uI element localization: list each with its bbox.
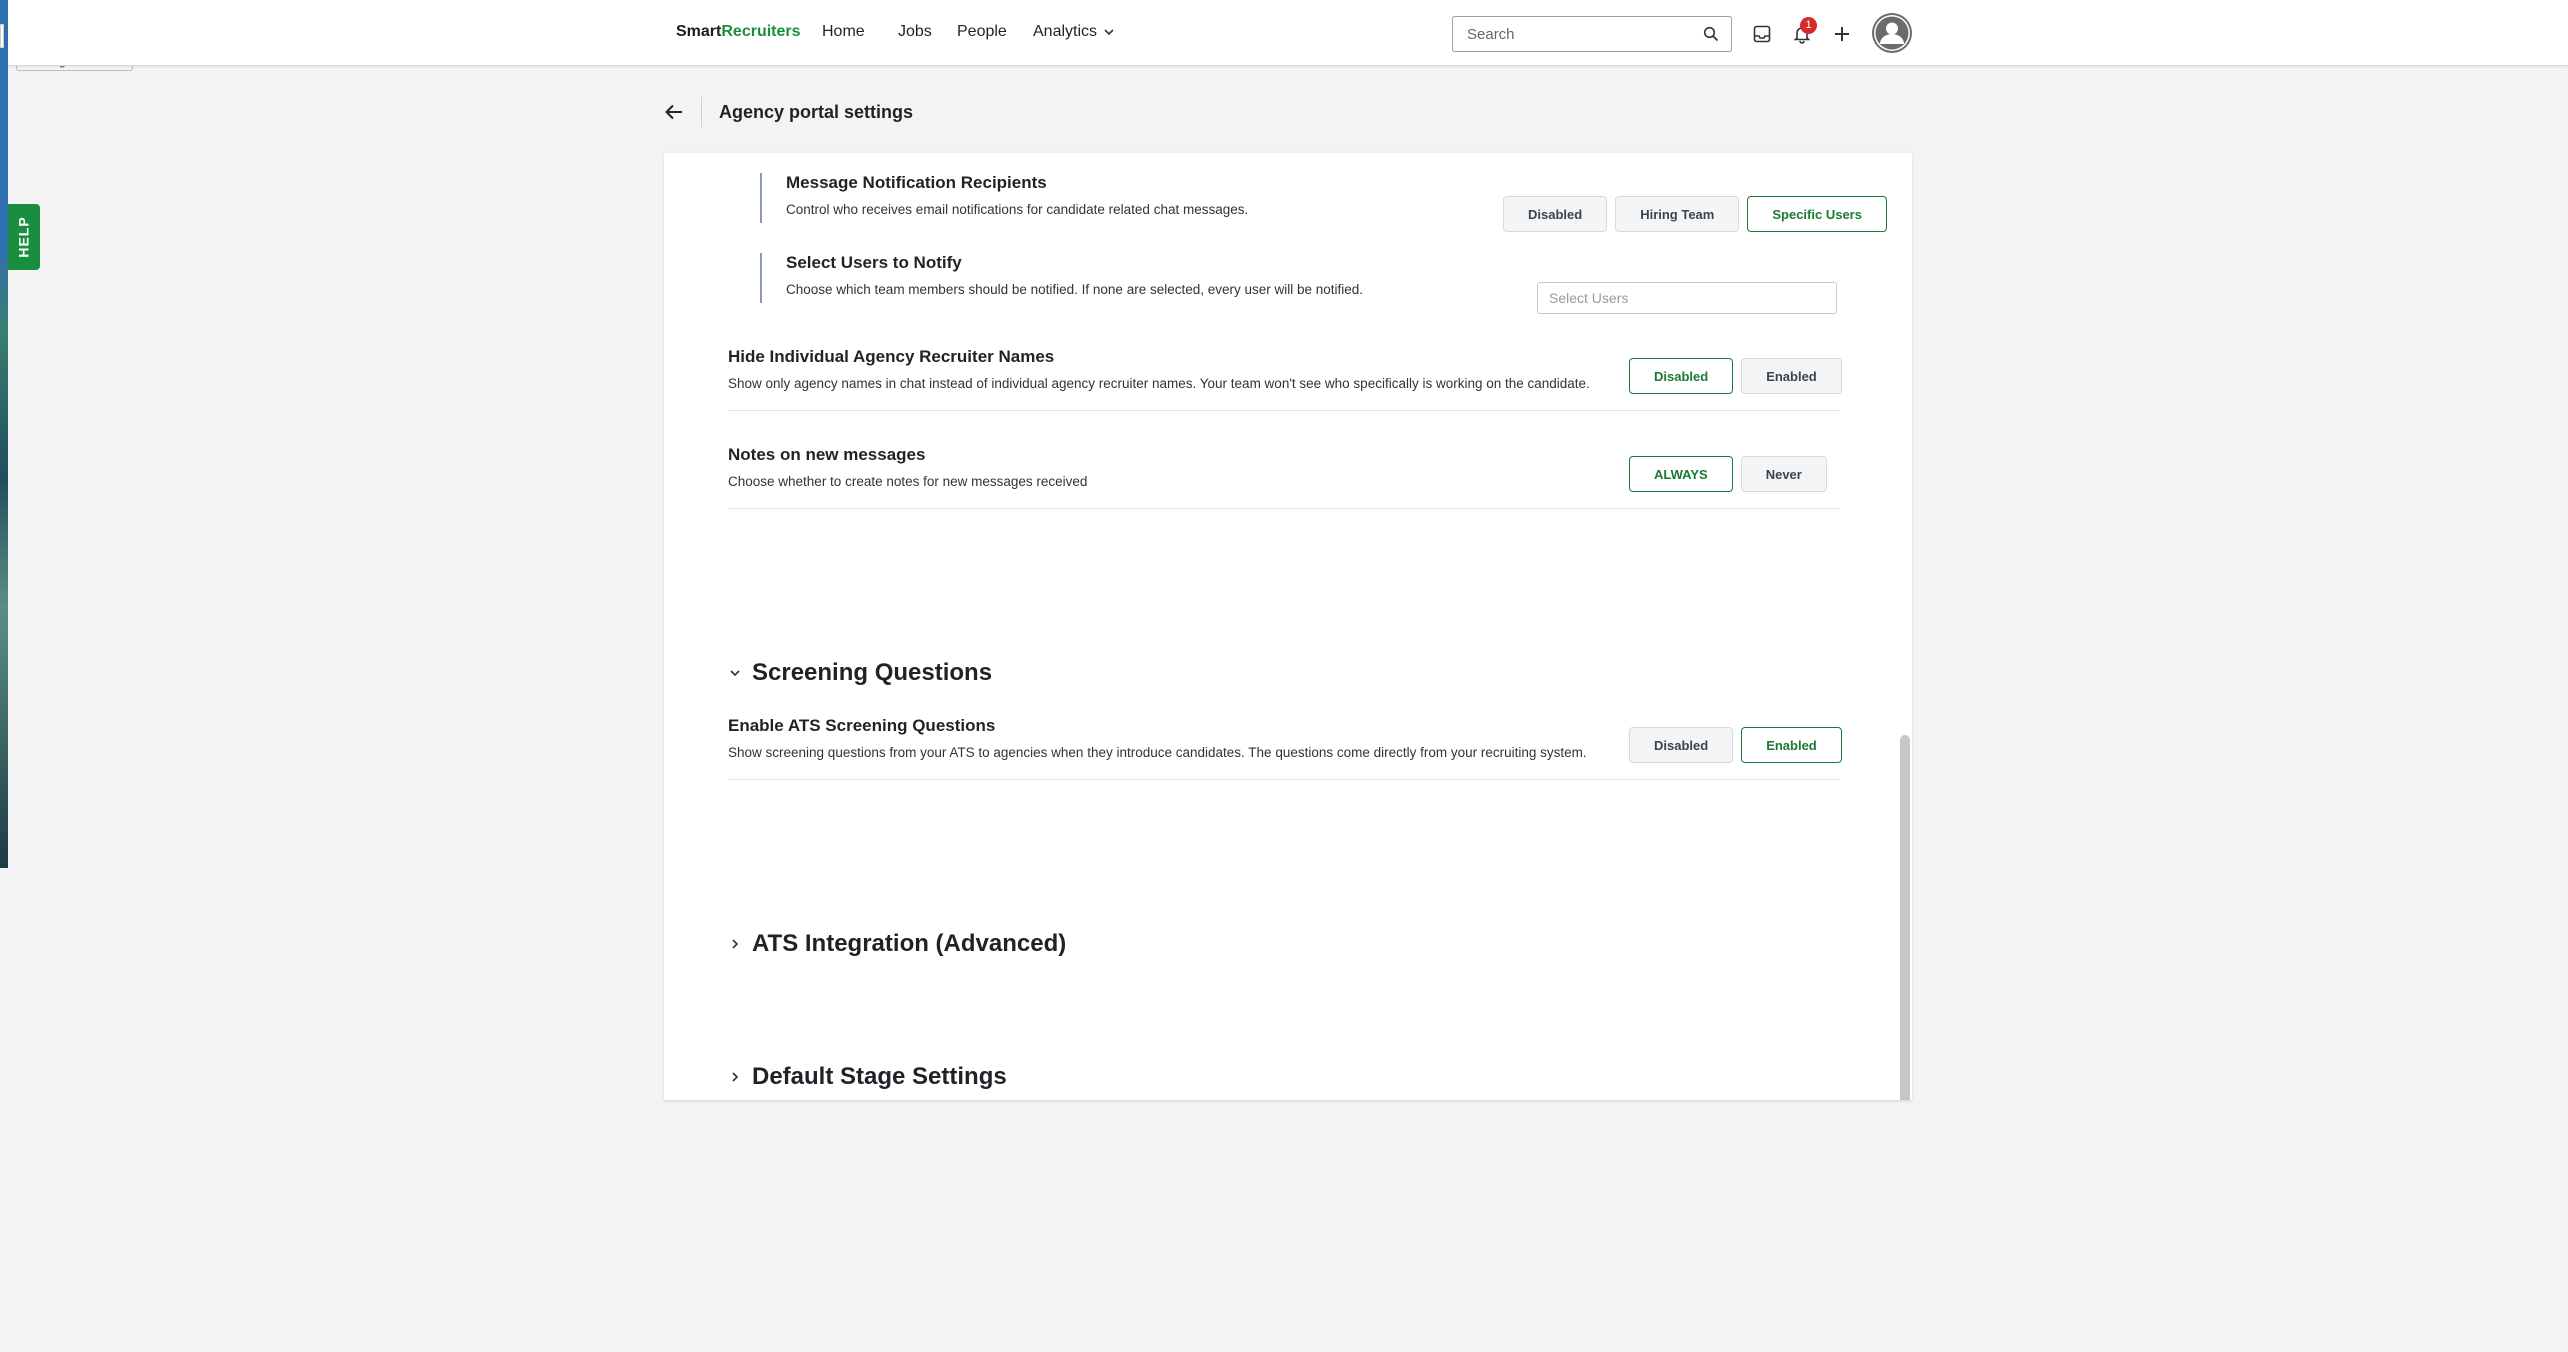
- chevron-right-icon: [728, 1070, 752, 1084]
- chevron-down-icon: [1103, 26, 1115, 38]
- nav-jobs[interactable]: Jobs: [898, 23, 932, 40]
- setting-select-users-to-notify: [760, 253, 1363, 303]
- option-enabled[interactable]: Enabled: [1741, 358, 1842, 394]
- setting-title: Select Users to Notify: [786, 253, 962, 272]
- setting-message-notification-recipients: [760, 173, 1248, 223]
- divider: [728, 779, 1840, 780]
- logo-text-recruiters: Recruiters: [721, 23, 801, 40]
- section-title: ATS Integration (Advanced): [752, 930, 1067, 957]
- plus-icon: [1833, 25, 1851, 43]
- section-screening-questions[interactable]: [728, 659, 992, 687]
- nav-analytics[interactable]: [1033, 23, 1115, 41]
- setting-description: Control who receives email notifications for candidate related chat messages.: [786, 202, 1249, 217]
- ats-screening-toggle: [1629, 727, 1842, 763]
- section-ats-integration[interactable]: [728, 930, 1066, 958]
- logo-text-smart: Smart: [676, 23, 722, 40]
- option-disabled[interactable]: Disabled: [1629, 358, 1733, 394]
- smartrecruiters-logo[interactable]: [676, 23, 801, 41]
- notes-new-messages-toggle: [1629, 456, 1827, 492]
- search-box[interactable]: [1452, 16, 1732, 52]
- option-specific-users[interactable]: Specific Users: [1747, 196, 1887, 232]
- arrow-left-icon: [664, 103, 684, 121]
- divider: [728, 410, 1840, 411]
- setting-description: Show only agency names in chat instead of individual agency recruiter names. Your team won't see who specifically is working on the candidate.: [728, 376, 1590, 391]
- setting-notes-on-new-messages: [728, 445, 1087, 489]
- setting-enable-ats-screening-questions: [728, 716, 1587, 760]
- search-icon[interactable]: [1703, 26, 1719, 42]
- section-title: Default Stage Settings: [752, 1063, 1007, 1090]
- page-header: [664, 96, 913, 128]
- option-always[interactable]: ALWAYS: [1629, 456, 1733, 492]
- notification-count-badge: 1: [1800, 17, 1817, 34]
- avatar[interactable]: [1872, 13, 1912, 53]
- nav-analytics-label: Analytics: [1033, 23, 1098, 40]
- message-recipients-toggle: [1503, 196, 1887, 232]
- page-title: Agency portal settings: [719, 101, 914, 122]
- option-disabled[interactable]: Disabled: [1503, 196, 1607, 232]
- select-users-input[interactable]: Select Users: [1537, 282, 1837, 314]
- avatar-icon: [1872, 13, 1912, 53]
- divider: [728, 508, 1840, 509]
- inbox-button[interactable]: [1748, 20, 1776, 48]
- chevron-right-icon: [728, 937, 752, 951]
- inbox-icon: [1752, 24, 1772, 44]
- setting-description: Choose which team members should be notified. If none are selected, every user will be notified.: [786, 282, 1364, 297]
- create-button[interactable]: [1828, 20, 1856, 48]
- settings-card: [664, 153, 1912, 1100]
- top-navigation-bar: [8, 0, 2568, 66]
- option-disabled[interactable]: Disabled: [1629, 727, 1733, 763]
- setting-hide-recruiter-names: [728, 347, 1590, 391]
- back-button[interactable]: [664, 97, 702, 127]
- nav-people[interactable]: People: [957, 23, 1007, 40]
- help-tab[interactable]: [8, 204, 40, 270]
- section-title: Screening Questions: [752, 659, 993, 686]
- left-edge-tab[interactable]: [0, 24, 4, 48]
- setting-title: Message Notification Recipients: [786, 173, 1047, 192]
- section-default-stage-settings[interactable]: [728, 1063, 1007, 1091]
- nav-home[interactable]: Home: [822, 23, 865, 40]
- setting-title: Enable ATS Screening Questions: [728, 716, 996, 735]
- setting-description: Choose whether to create notes for new messages received: [728, 474, 1088, 489]
- setting-description: Show screening questions from your ATS to agencies when they introduce candidates. The questions come directly from your recruiting system.: [728, 745, 1587, 760]
- option-never[interactable]: Never: [1741, 456, 1827, 492]
- setting-title: Notes on new messages: [728, 445, 926, 464]
- setting-title: Hide Individual Agency Recruiter Names: [728, 347, 1055, 366]
- option-enabled[interactable]: Enabled: [1741, 727, 1842, 763]
- chevron-down-icon: [728, 666, 752, 680]
- scrollbar[interactable]: [1900, 735, 1910, 1100]
- option-hiring-team[interactable]: Hiring Team: [1615, 196, 1739, 232]
- help-tab-label: HELP: [16, 216, 32, 258]
- background-strip: [0, 0, 8, 868]
- hide-recruiter-names-toggle: [1629, 358, 1842, 394]
- search-input[interactable]: [1467, 26, 1687, 43]
